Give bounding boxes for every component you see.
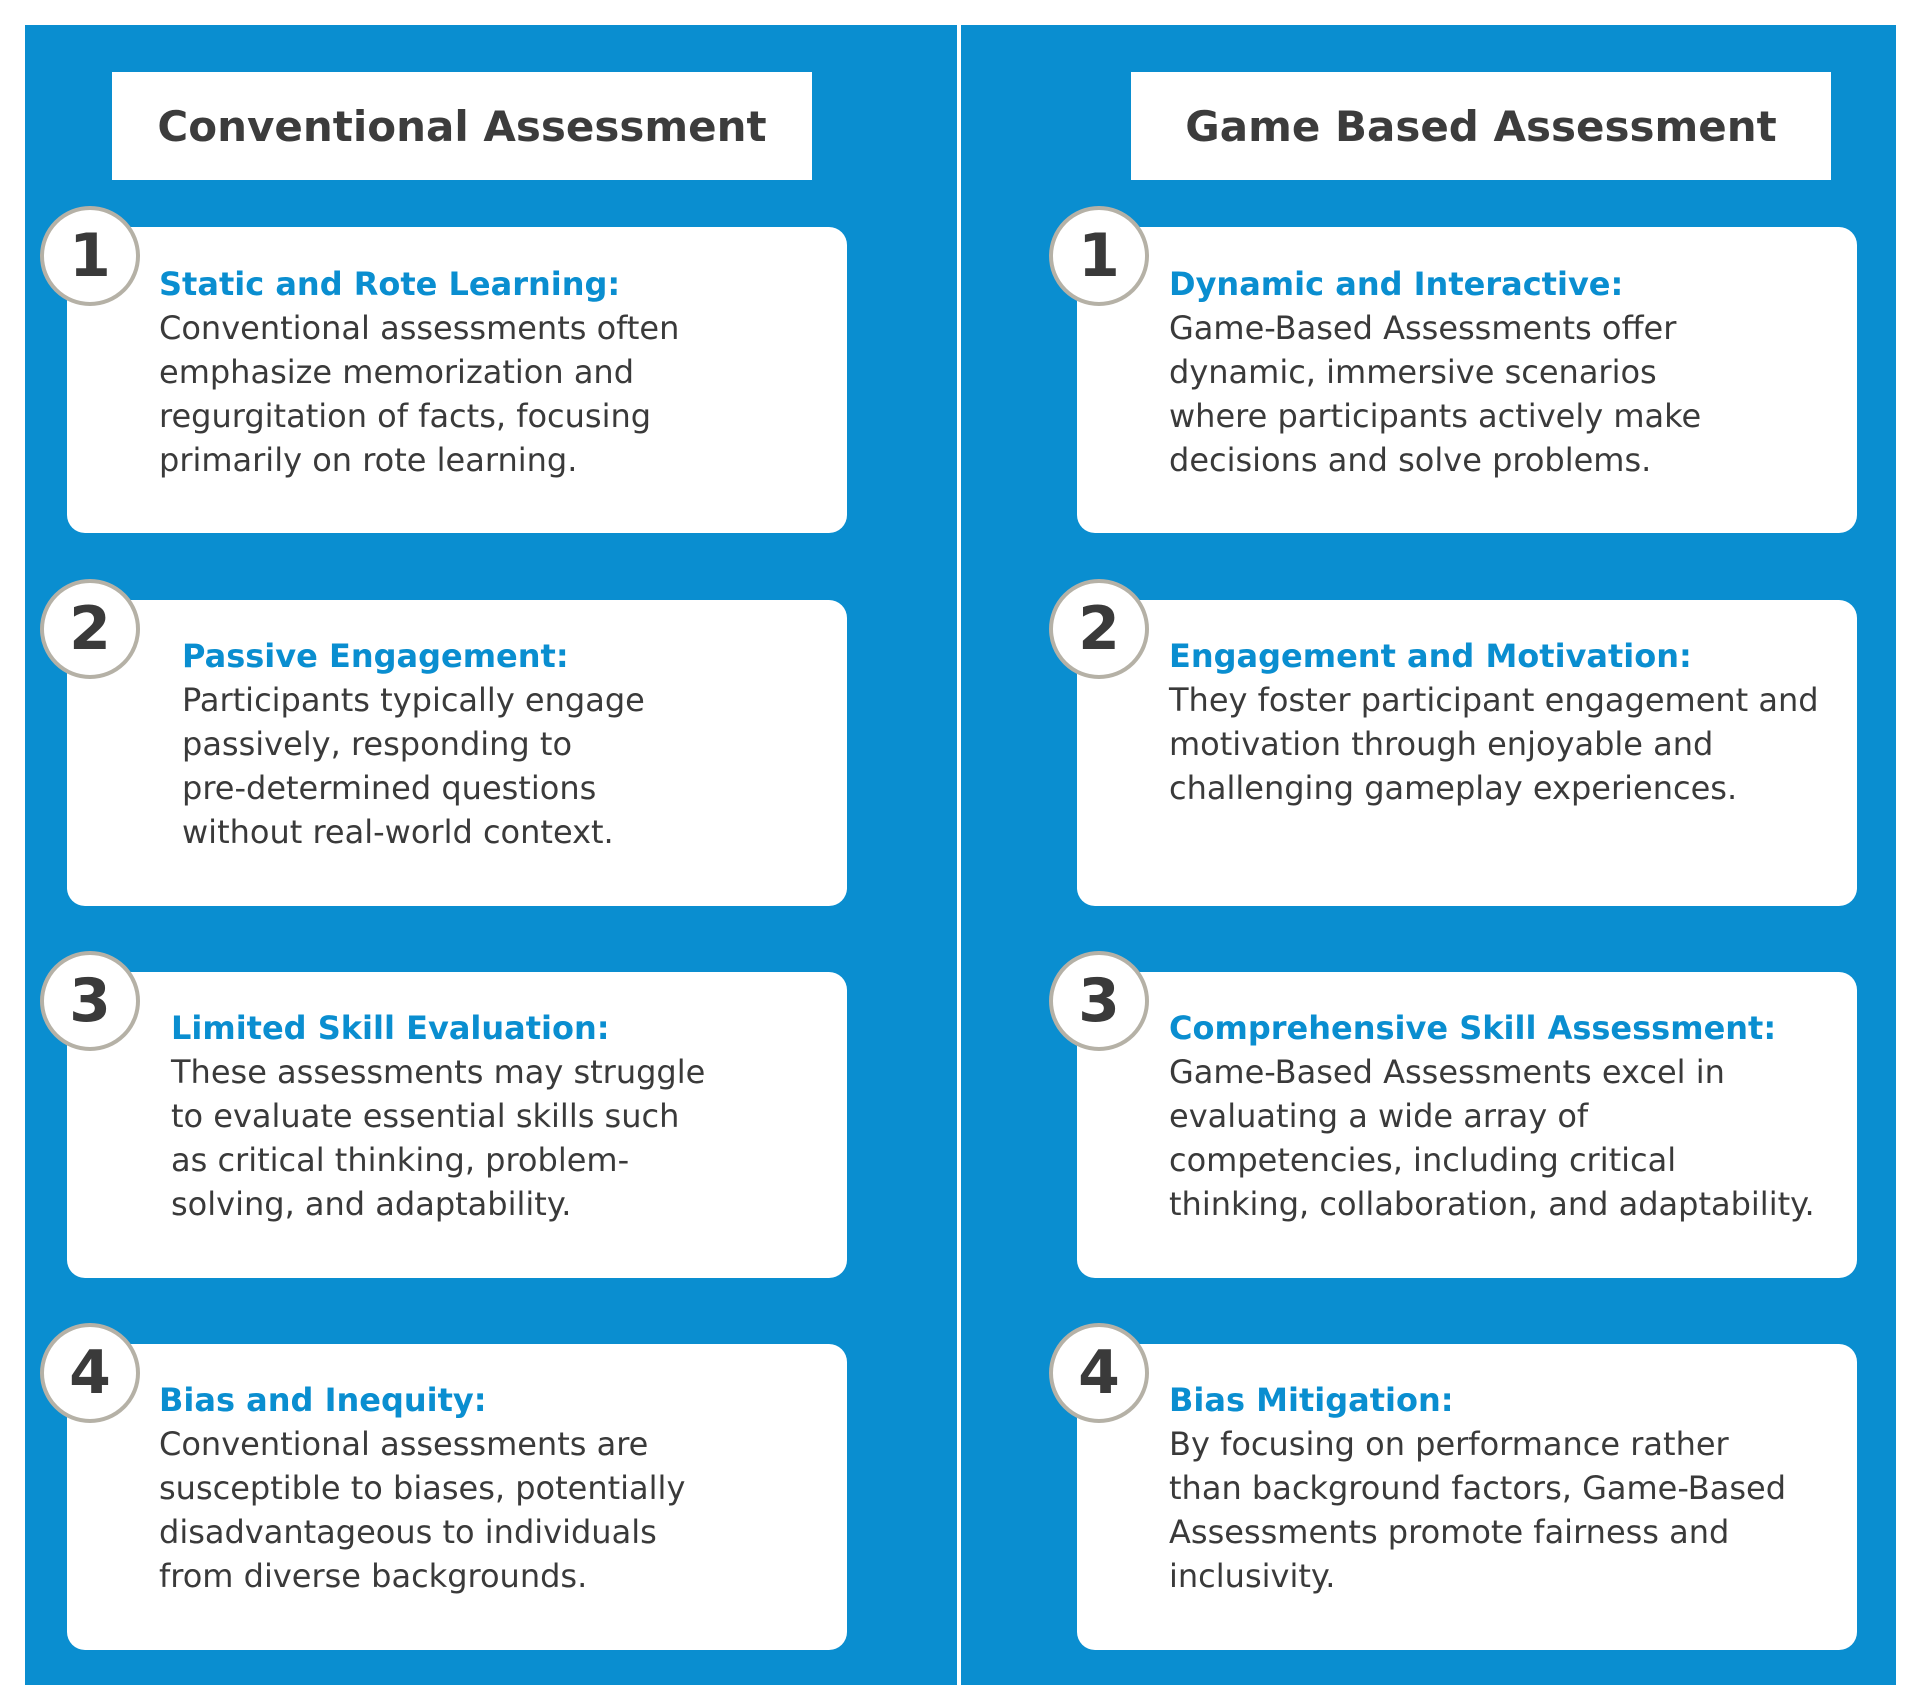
card-body: Game-Based Assessments offer dynamic, immersive scenarios where participants actively make decisions and solve problems. xyxy=(1169,309,1702,479)
card-title: Limited Skill Evaluation: xyxy=(171,1009,610,1047)
conventional-card-3-text xyxy=(171,1006,881,1226)
conventional-card-4-text xyxy=(159,1378,869,1598)
card-body: By focusing on performance rather than background factors, Game-Based Assessments promote fairness and inclusivity. xyxy=(1169,1425,1786,1595)
conventional-card-1-text xyxy=(159,262,869,482)
number-badge: 2 xyxy=(1049,579,1149,679)
card-title: Engagement and Motivation: xyxy=(1169,637,1692,675)
game-based-header: Game Based Assessment xyxy=(1131,72,1831,180)
card-title: Bias Mitigation: xyxy=(1169,1381,1454,1419)
card-title: Passive Engagement: xyxy=(182,637,569,675)
number-badge: 1 xyxy=(40,206,140,306)
card-body: Game-Based Assessments excel in evaluating a wide array of competencies, including critical thinking, collaboration, and adaptability. xyxy=(1169,1053,1815,1223)
conventional-card-2-text xyxy=(182,634,892,854)
card-title: Comprehensive Skill Assessment: xyxy=(1169,1009,1777,1047)
card-title: Static and Rote Learning: xyxy=(159,265,621,303)
column-divider xyxy=(957,25,961,1685)
card-body: They foster participant engagement and motivation through enjoyable and challenging gameplay experiences. xyxy=(1169,681,1819,807)
game-based-card-3-text xyxy=(1169,1006,1879,1226)
game-based-card-1-text xyxy=(1169,262,1879,482)
card-body: Conventional assessments often emphasize memorization and regurgitation of facts, focusing primarily on rote learning. xyxy=(159,309,680,479)
number-badge: 4 xyxy=(40,1323,140,1423)
game-based-card-2-text xyxy=(1169,634,1879,810)
card-title: Dynamic and Interactive: xyxy=(1169,265,1624,303)
card-body: These assessments may struggle to evaluate essential skills such as critical thinking, problem- solving, and adaptability. xyxy=(171,1053,706,1223)
card-body: Participants typically engage passively, responding to pre-determined questions without real-world context. xyxy=(182,681,645,851)
card-title: Bias and Inequity: xyxy=(159,1381,487,1419)
game-based-card-4-text xyxy=(1169,1378,1879,1598)
number-badge: 2 xyxy=(40,579,140,679)
conventional-header: Conventional Assessment xyxy=(112,72,812,180)
number-badge: 1 xyxy=(1049,206,1149,306)
number-badge: 3 xyxy=(40,951,140,1051)
number-badge: 4 xyxy=(1049,1323,1149,1423)
card-body: Conventional assessments are susceptible to biases, potentially disadvantageous to individuals from diverse backgrounds. xyxy=(159,1425,686,1595)
number-badge: 3 xyxy=(1049,951,1149,1051)
